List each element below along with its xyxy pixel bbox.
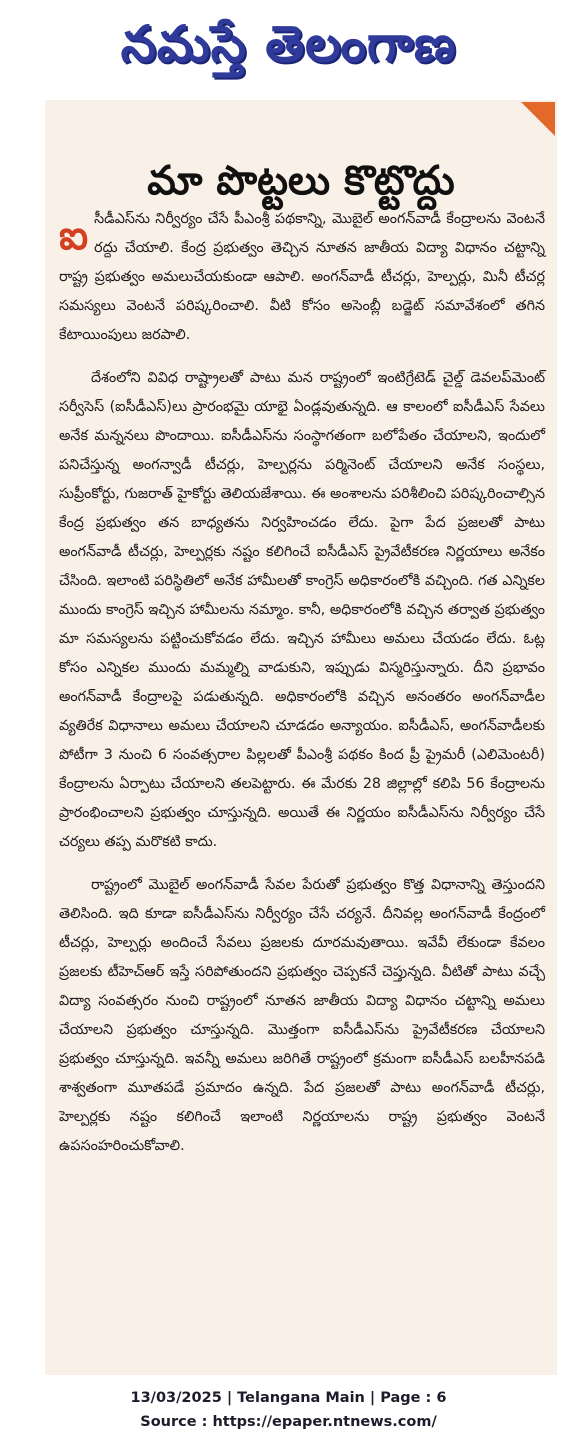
article-paragraph-1 xyxy=(59,205,545,350)
article-paragraph-3: రాష్ట్రంలో మొబైల్ అంగన్‌వాడీ సేవల పేరుతో ప్రభుత్వం కొత్త విధానాన్ని తెస్తుందని తెలిసింది. ఇది కూడా ఐసీడీఎస్‌ను నిర్వీర్యం చేసే చర్యనే. దీనివల్ల అంగన్‌వాడీ కేంద్రంలో టీచర్లు, హెల్పర్లు అందించే సేవలు ప్రజలకు దూరమవుతాయి. ఇవేవీ లేకుండా కేవలం ప్రజలకు టీహెచ్ఆర్ ఇస్తే సరిపోతుందని ప్రభుత్వం చెప్పకనే చెప్తున్నది. వీటితో పాటు వచ్చే విద్యా సంవత్సరం నుంచి రాష్ట్రంలో నూతన జాతీయ విద్యా విధానం చట్టాన్ని అమలు చేయాలని ప్రభుత్వం చూస్తున్నది. మొత్తంగా ఐసీడీఎస్‌ను ప్రైవేటీకరణ చేయాలని ప్రభుత్వం చూస్తున్నది. ఇవన్నీ అమలు జరిగితే రాష్ట్రంలో క్రమంగా ఐసీడీఎస్ బలహీనపడి శాశ్వతంగా మూతపడే ప్రమాదం ఉన్నది. పేద ప్రజలతో పాటు అంగన్‌వాడీ టీచర్లు, హెల్పర్లకు నష్టం కలిగించే ఇలాంటి నిర్ణయాలను రాష్ట్ర ప్రభుత్వం వెంటనే ఉపసంహరించుకోవాలి. xyxy=(59,877,545,1154)
article-clipping xyxy=(45,100,557,1375)
source-link[interactable]: Source : https://epaper.ntnews.com/ xyxy=(140,1414,437,1430)
page-footer xyxy=(0,1386,577,1434)
corner-fold-icon xyxy=(521,102,555,136)
article-body xyxy=(59,205,545,1175)
article-paragraph-2: దేశంలోని వివిధ రాష్ట్రాలతో పాటు మన రాష్ట్రంలో ఇంటిగ్రేటెడ్ చైల్డ్ డెవలప్‌మెంట్ సర్వీసెస్ (ఐసీడీఎస్)లు ప్రారంభమై యాభై ఏండ్లవుతున్నది. ఆ కాలంలో ఐసీడీఎస్ సేవలు అనేక మన్ననలు పొందాయి. ఐసీడీఎస్‌ను సంస్థాగతంగా బలోపేతం చేయాలని, ఇందులో పనిచేస్తున్న అంగన్వాడీ టీచర్లు, హెల్పర్లను పర్మినెంట్ చేయాలని అనేక సంస్థలు, సుప్రీంకోర్టు, గుజరాత్ హైకోర్టు తెలియజేశాయి. ఈ అంశాలను పరిశీలించి పరిష్కరించాల్సిన కేంద్ర ప్రభుత్వం తన బాధ్యతను నిర్వహించడం లేదు. పైగా పేద ప్రజలతో పాటు అంగన్‌వాడీ టీచర్లు, హెల్పర్లకు నష్టం కలిగించే ఐసీడీఎస్ ప్రైవేటీకరణ నిర్ణయాలు అనేకం చేసింది. ఇలాంటి పరిస్థితిలో అనేక హామీలతో కాంగ్రెస్ అధికారంలోకి వచ్చింది. గత ఎన్నికల ముందు కాంగ్రెస్ ఇచ్చిన హామీలను నమ్మాం. కానీ, అధికారంలోకి వచ్చిన తర్వాత ప్రభుత్వం మా సమస్యలను పట్టించుకోవడం లేదు. ఇచ్చిన హామీలు అమలు చేయడం లేదు. ఓట్ల కోసం ఎన్నికల ముందు మమ్మల్ని వాడుకుని, ఇప్పుడు విస్మరిస్తున్నారు. దీని ప్రభావం అంగన్‌వాడీ కేంద్రాలపై పడుతున్నది. అధికారంలోకి వచ్చిన అనంతరం అంగన్‌వాడీల వ్యతిరేక విధానాలు అమలు చేయాలని చూడడం అన్యాయం. ఐసీడీఎస్, అంగన్‌వాడీలకు పోటీగా 3 నుంచి 6 సంవత్సరాల పిల్లలతో పీఎంశ్రీ పథకం కింద ప్రీ ప్రైమరీ (ఎలిమెంటరీ) కేంద్రాలను ఏర్పాటు చేయాలని తలపెట్టారు. ఈ మేరకు 28 జిల్లాల్లో కలిపి 56 కేంద్రాలను ప్రారంభించాలని ప్రభుత్వం చూస్తున్నది. అయితే ఈ నిర్ణయం ఐసీడీఎస్‌ను నిర్వీర్యం చేసే చర్యలు తప్ప మరొకటి కాదు. xyxy=(59,370,545,850)
edition-info: 13/03/2025 | Telangana Main | Page : 6 xyxy=(130,1390,447,1406)
masthead xyxy=(0,0,577,88)
paragraph-1-text: సీడీఎస్‌ను నిర్వీర్యం చేసే పీఎంశ్రీ పథకాన్ని, మొబైల్ అంగన్‌వాడీ కేంద్రాలను వెంటనే రద్దు చేయాలి. కేంద్ర ప్రభుత్వం తెచ్చిన నూతన జాతీయ విద్యా విధానం చట్టాన్ని రాష్ట్ర ప్రభుత్వం అమలుచేయకుండా ఆపాలి. అంగన్‌వాడీ టీచర్లు, హెల్పర్లు, మినీ టీచర్ల సమస్యలు వెంటనే పరిష్కరించాలి. వీటి కోసం అసెంబ్లీ బడ్జెట్ సమావేశంలో తగిన కేటాయింపులు జరపాలి. xyxy=(59,211,545,343)
drop-cap: ఐ xyxy=(59,213,89,259)
article-headline: మా పొట్టలు కొట్టొద్దు xyxy=(147,157,455,204)
newspaper-logo: నమస్తే తెలంగాణ xyxy=(120,15,457,73)
